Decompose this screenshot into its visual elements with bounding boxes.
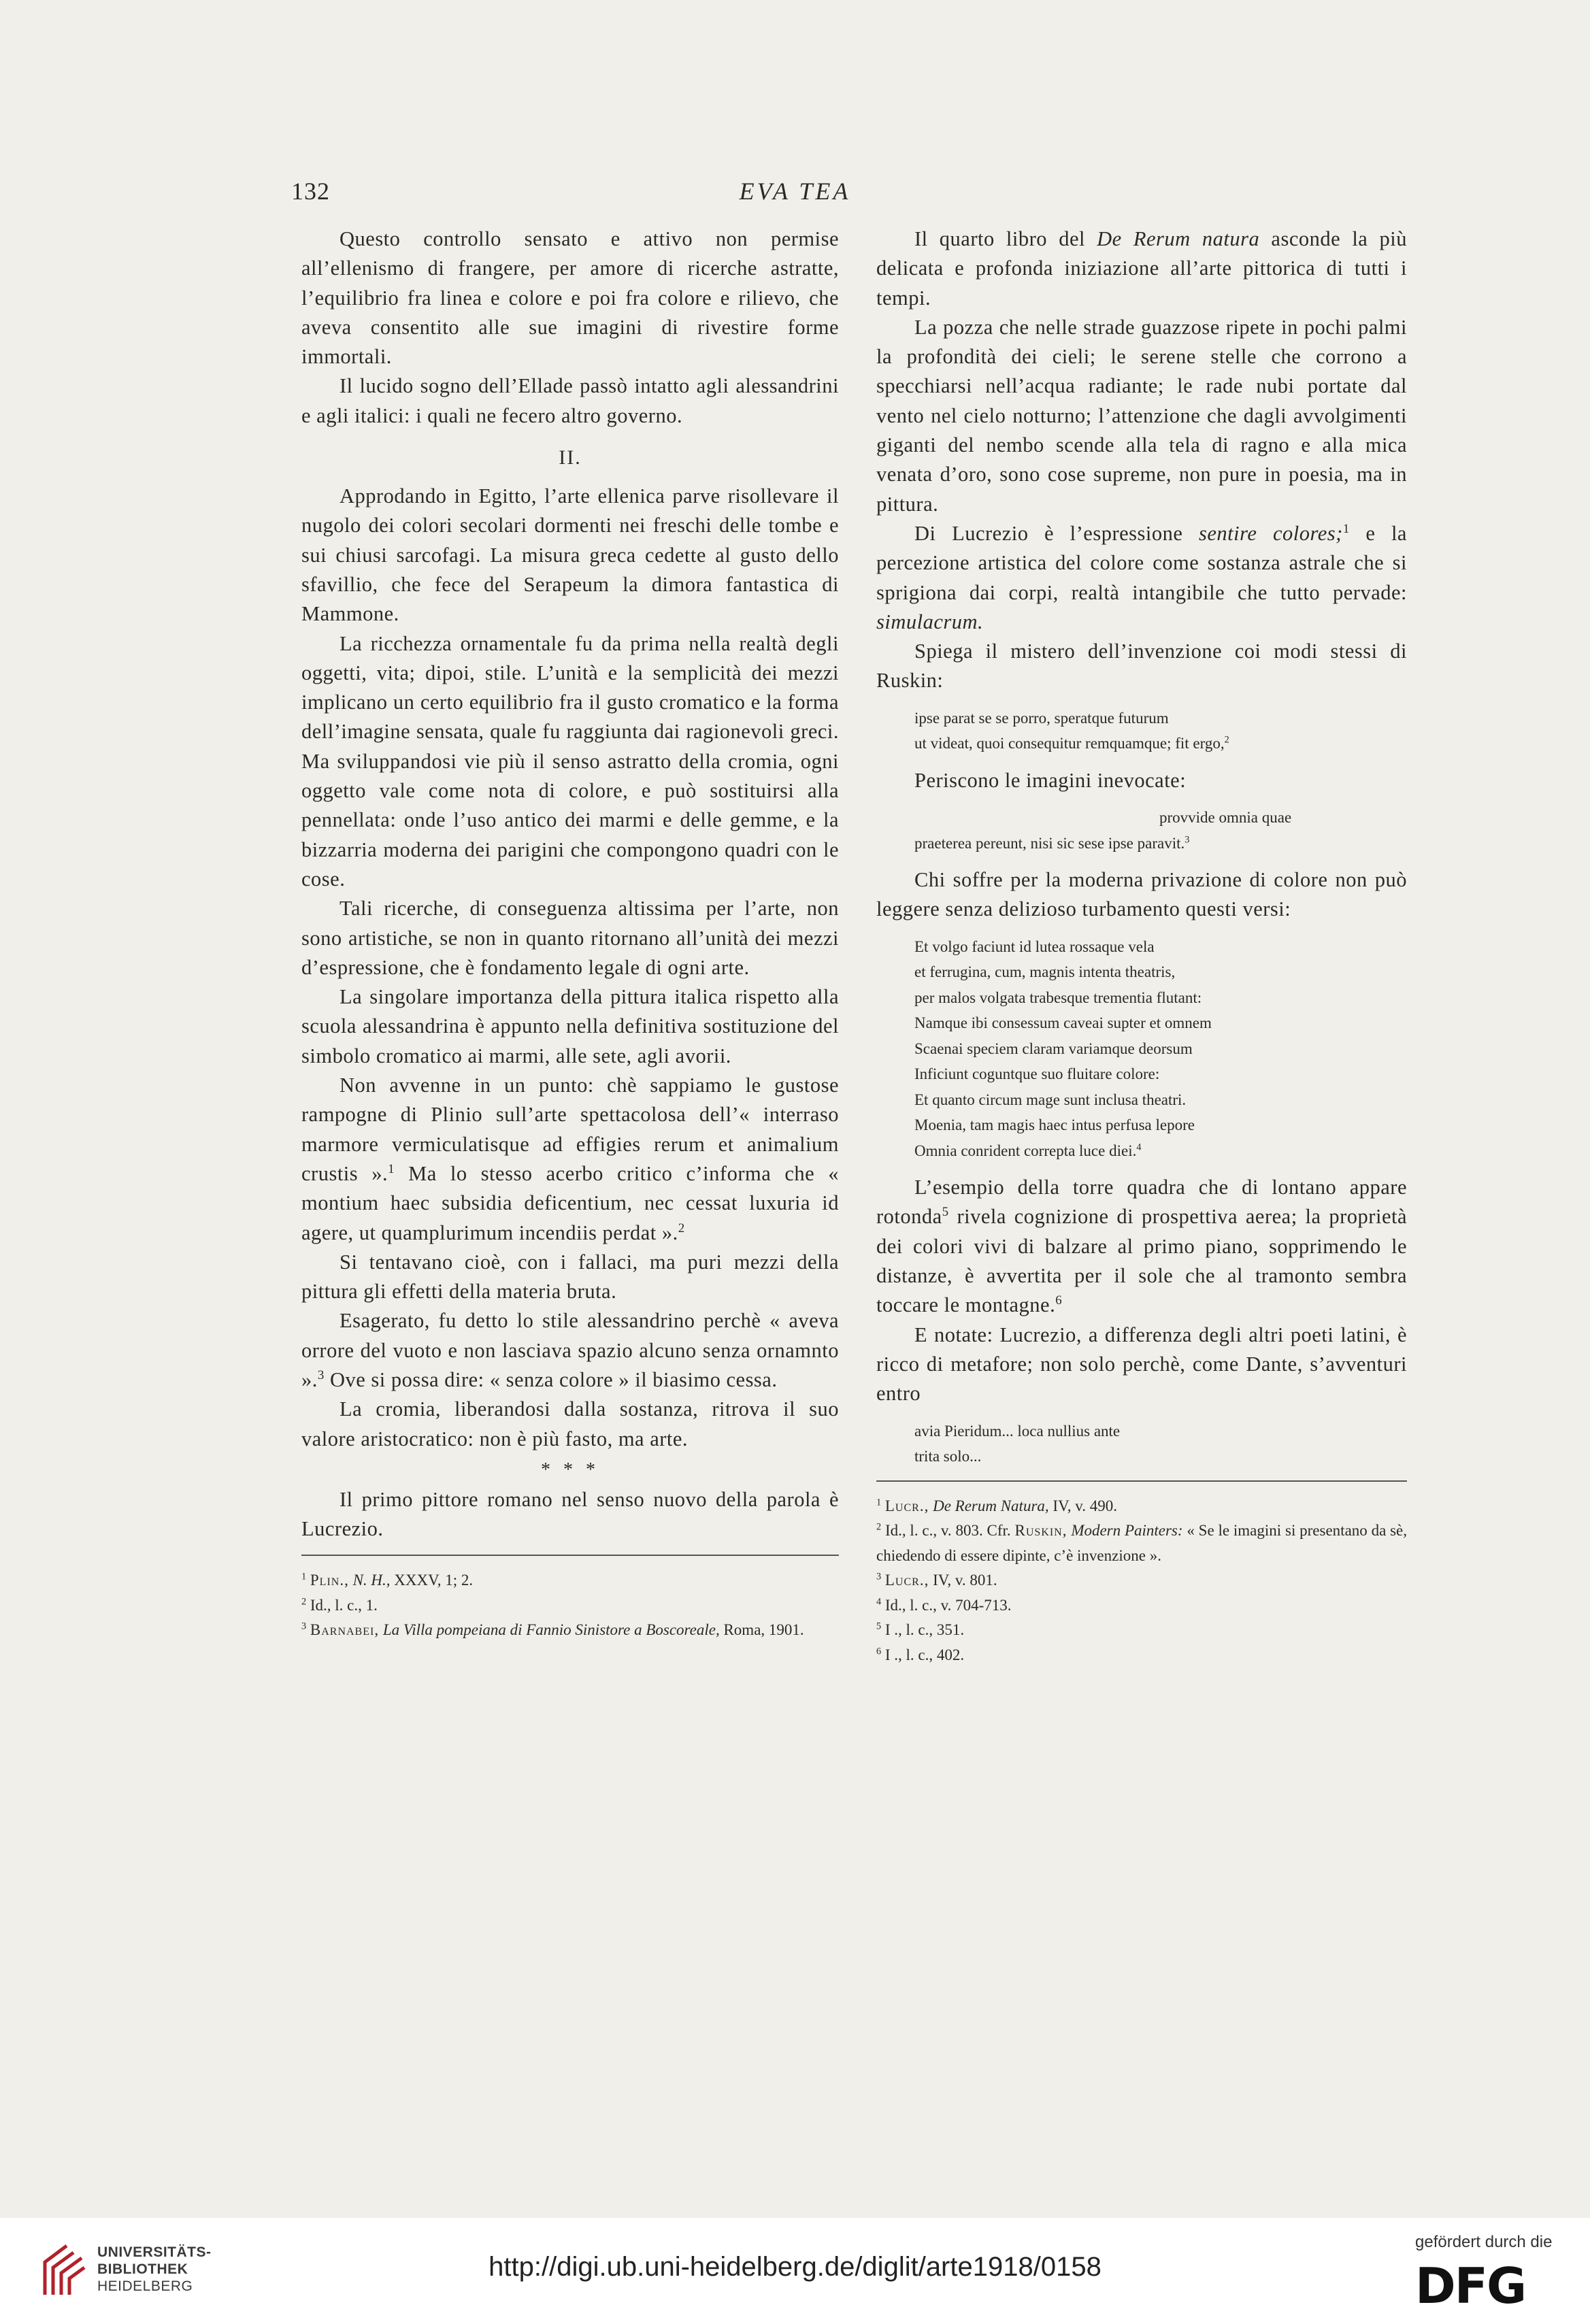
footnote-number: 2 [301,1596,307,1608]
footnote-ref: 3 [317,1367,325,1382]
running-title: EVA TEA [739,178,851,205]
paragraph [876,1173,1407,1320]
paragraph-text: Non avvenne in un punto: chè sappiamo le gustose rampogne di Plinio sull’arte spettacolosa dell’« interraso marmore vermiculatisque ad effigies rerum et animalium crustis ». [301,1074,839,1185]
left-column [301,225,839,1643]
footnote-author: Lucr., [884,1497,929,1514]
verse-line: provvide omnia quae [1159,809,1292,827]
paragraph: Tali ricerche, di conseguenza altissima per l’arte, non sono artistiche, se non in quanto ritornano all’unità dei mezzi d’espressione, che è fondamento legale di ogni arte. [301,897,839,979]
section-heading: II. [559,446,582,469]
footnote-ref: 4 [1136,1141,1142,1152]
footnote [301,1568,839,1593]
footnote-text: IV, v. 801. [929,1572,997,1589]
verse-line [914,831,1407,857]
verse-line [914,1138,1407,1164]
footnote-number: 4 [876,1595,882,1607]
footnote-work: De Rerum Natura, [933,1497,1049,1514]
footnote-text: Id., l. c., 1. [310,1596,378,1614]
footnote-ref: 1 [1342,521,1350,536]
footnote-number: 1 [876,1496,882,1508]
verse-line: Scaenai speciem claram variamque deorsum [914,1040,1193,1057]
verse-line: et ferrugina, cum, magnis intenta theatris, [914,963,1176,981]
footnote [301,1593,839,1618]
paragraph-text: Ove si possa dire: « senza colore » il biasimo cessa. [324,1367,778,1391]
footnotes [301,1568,839,1643]
footnote-number: 3 [876,1571,882,1582]
paragraph-text: Esagerato, fu detto lo stile alessandrino perchè « aveva orrore del vuoto e non lasciava spazio alcuno senza ornamnto ». [301,1309,839,1391]
italic-phrase: simulacrum. [876,610,984,633]
paragraph-text: L’esempio della torre quadra che di lontano appare rotonda [876,1176,1407,1229]
paragraph: E notate: Lucrezio, a differenza degli altri poeti latini, è ricco di metafore; non solo perchè, come Dante, s’avventuri entro [876,1323,1407,1406]
library-name-line: UNIVERSITÄTS- [97,2244,212,2260]
library-name-line: BIBLIOTHEK [97,2261,188,2277]
footnote [876,1618,1407,1643]
paragraph: Approdando in Egitto, l’arte ellenica parve risollevare il nugolo dei colori secolari dormenti nei freschi delle tombe e sui chiusi sarcofagi. La misura greca cedette al gusto dello sfavillio, che fece del Serapeum la dimora fantastica di Mammone. [301,484,839,626]
paragraph: La cromia, liberandosi dalla sostanza, ritrova il suo valore aristocratico: non è più fasto, ma arte. [301,1397,839,1450]
verse-line: avia Pieridum... loca nullius ante [914,1422,1121,1440]
verse-line: Moenia, tam magis haec intus perfusa lepore [914,1116,1195,1134]
footnote-ref: 3 [1185,833,1190,845]
verse-line: per malos volgata trabesque trementia flutant: [914,989,1202,1006]
footnote-text: XXXV, 1; 2. [390,1572,474,1589]
footnote-text: « Se le imagini si presentano da sè, chiedendo di essere dipinte, c’è invenzione ». [876,1522,1408,1564]
paragraph: Si tentavano cioè, con i fallaci, ma puri mezzi della pittura gli effetti della materia bruta. [301,1250,839,1304]
footnote-number: 5 [876,1621,882,1632]
footnote-ref: 2 [678,1221,685,1235]
paragraph-text: rivela cognizione di prospettiva aerea; la proprietà dei colori vivi di balzare al primo piano, sopprimendo le distanze, è avvertita per il sole che al tramonto sembra toccare le montagne. [876,1205,1407,1317]
footnote-text: Roma, 1901. [719,1621,804,1639]
verse-line-text: ut videat, quoi consequitur remquamque; fit ergo, [914,735,1225,752]
footnote [876,1593,1407,1618]
paragraph [301,1071,839,1248]
paragraph-text: e la percezione artistica del colore come sostanza astrale che si sprigiona dai corpi, realtà intangibile che tutto pervade: [876,521,1407,604]
paragraph: La singolare importanza della pittura italica rispetto alla scuola alessandrina è appunto nella definitiva sostituzione del simbolo cromatico ai marmi, alle sete, agli avorii. [301,985,839,1067]
verse-quote [914,1418,1407,1470]
verse-line: Et volgo faciunt id lutea rossaque vela [914,937,1155,955]
footnote-text: Id., l. c., v. 803. Cfr. [884,1522,1015,1540]
footnote-work: La Villa pompeiana di Fannio Sinistore a Boscoreale, [382,1621,720,1639]
footnote [876,1494,1407,1519]
page-header [0,177,1590,211]
paragraph: Il lucido sogno dell’Ellade passò intatto agli alessandrini e agli italici: i quali ne fecero altro governo. [301,374,839,427]
dfg-logo: DFG [1415,2257,1526,2314]
footnote-text: IV, v. 490. [1048,1497,1117,1514]
footnotes [876,1494,1407,1668]
paragraph-text: asconde la più delicata e profonda iniziazione all’arte pittorica di tutti i tempi. [876,227,1407,310]
footnote [876,1518,1407,1568]
footnote-ref: 2 [1224,734,1229,746]
verse-quote [914,706,1407,757]
permalink-url[interactable]: http://digi.ub.uni-heidelberg.de/diglit/arte1918/0158 [488,2252,1102,2282]
paragraph-text: Di Lucrezio è l’espressione [914,521,1199,545]
verse-line: Inficiunt coguntque suo fluitare colore: [914,1065,1160,1083]
footnote-number: 2 [876,1521,882,1533]
verse-line-text: praeterea pereunt, nisi sic sese ipse paravit. [914,834,1185,852]
verse-line [914,731,1407,757]
paragraph: Questo controllo sensato e attivo non permise all’ellenismo di frangere, per amore di ricerche astratte, l’equilibrio fra linea e colore e poi fra colore e rilievo, che aveva consentito alle sue imagini di rivestire forme immortali. [301,227,839,369]
library-name-line: HEIDELBERG [97,2278,193,2294]
footnote-ref: 5 [942,1205,949,1220]
verse-line: ipse parat se se porro, speratque futurum [914,709,1169,727]
footnote-author: Plin., [310,1572,349,1589]
footnote-author: Lucr., [884,1572,929,1589]
footnote-author: Barnabei, [310,1621,380,1639]
paragraph [876,225,1407,313]
right-column [876,225,1407,1667]
paragraph: Il primo pittore romano nel senso nuovo della parola è Lucrezio. [301,1487,839,1541]
paragraph-text: Ma lo stesso acerbo critico c’informa che « montium haec subsidia deficentium, nec cessat luxuria id agere, ut quamplurimum incendiis perdat ». [301,1161,839,1244]
paragraph [876,519,1407,637]
footnote-number: 1 [301,1571,307,1582]
paragraph: Spiega il mistero dell’invenzione coi modi stessi di Ruskin: [876,640,1407,693]
footnote-number: 6 [876,1645,882,1657]
verse-quote [914,934,1407,1164]
verse-line-text: Omnia conrident correpta luce diei. [914,1142,1137,1159]
paragraph: La ricchezza ornamentale fu da prima nella realtà degli oggetti, vita; dipoi, stile. L’unità e la semplicità dei mezzi implicano un certo equilibrio fra il gusto cromatico e la forma dell’imagine sensata, quale fu raggiunta dai ragionevoli greci. Ma sviluppandosi vie più il senso astratto della cromia, ogni oggetto vale come nota di colore, e può sostituirsi alla pennellata: onde l’uso antico dei marmi e delle gemme, e la bizzarria moderna dei parigini che compongono quadri con le cose. [301,631,839,891]
funding-label: gefördert durch die [1415,2233,1553,2251]
footnote-rule [301,1555,839,1556]
footnote-work: Modern Painters: [1071,1522,1183,1540]
footnote [301,1618,839,1643]
footnote-number: 3 [301,1621,307,1632]
footnote-author: Ruskin, [1014,1522,1067,1540]
paragraph: Periscono le imagini inevocate: [914,768,1187,792]
verse-quote [914,805,1407,856]
paragraph: La pozza che nelle strade guazzose ripete in pochi palmi la profondità dei cieli; le serene stelle che corrono a specchiarsi nell’acqua radiante; le rade nubi portate dal vento nel cielo notturno; l’attenzione che dagli avvolgimenti giganti del nembo scende alla tela di ragno e alla mica venata d’oro, sono cose supreme, non pure in poesia, ma in pittura. [876,315,1407,516]
verse-line: Et quanto circum mage sunt inclusa theatri. [914,1091,1187,1108]
work-title: De Rerum natura [1097,227,1260,250]
italic-phrase: sentire colores; [1199,521,1343,545]
footnote-ref: 6 [1055,1293,1063,1308]
verse-line: Namque ibi consessum caveai supter et omnem [914,1014,1212,1032]
footnote-rule [876,1480,1407,1482]
paragraph [301,1306,839,1395]
section-divider-stars: * * * [541,1459,599,1480]
footnote-ref: 1 [388,1161,395,1176]
footnote-text: Id., l. c., v. 704-713. [884,1596,1012,1614]
paragraph-text: Il quarto libro del [914,227,1097,250]
footnote-text: I ., l. c., 351. [884,1621,965,1639]
footnote [876,1568,1407,1593]
page-number: 132 [291,178,330,205]
verse-line: trita solo... [914,1448,982,1465]
paragraph: Chi soffre per la moderna privazione di colore non può leggere senza delizioso turbamento questi versi: [876,868,1407,921]
footnote-work: N. H., [352,1572,391,1589]
footnote [876,1643,1407,1668]
viewer-footer [0,2218,1590,2324]
footnote-text: I ., l. c., 402. [884,1646,965,1663]
